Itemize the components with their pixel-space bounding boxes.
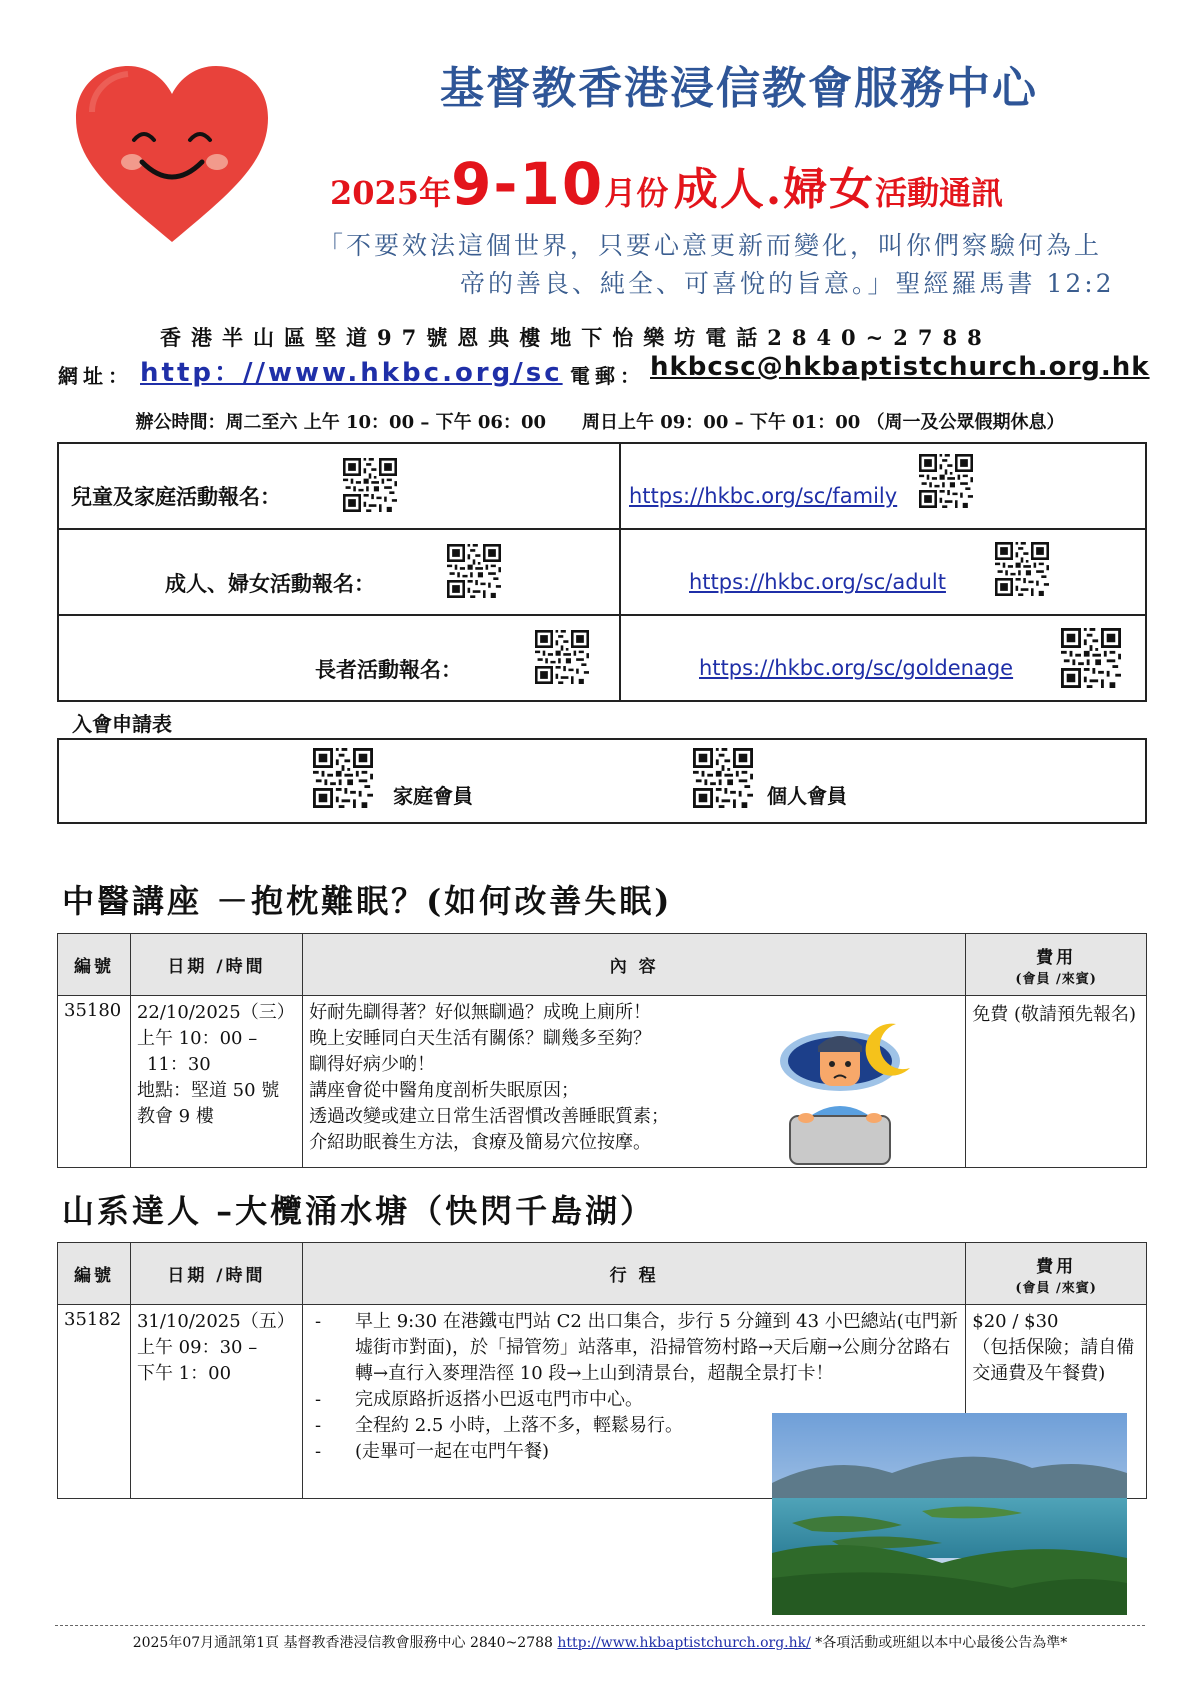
fee-sub-label: (會員 /來賓) <box>1015 1280 1097 1296</box>
register-adult-label: 成人、婦女活動報名： <box>165 571 375 596</box>
website-link[interactable]: http：//www.hkbc.org/sc <box>140 358 563 388</box>
footer-link[interactable]: http://www.hkbaptistchurch.org.hk/ <box>557 1635 811 1651</box>
title-suffix: 活動通訊 <box>875 174 1004 212</box>
content-line: 透過改變或建立日常生活習慣改善睡眠質素； <box>309 1106 670 1127</box>
col-code: 編號 <box>58 1243 131 1305</box>
content-line: 講座會從中醫角度剖析失眠原因； <box>309 1080 580 1101</box>
list-item: - (走畢可一起在屯門午餐) <box>315 1439 959 1465</box>
qr-code-icon <box>535 630 589 684</box>
title-main: 成人.婦女 <box>673 164 876 215</box>
fee-sub-label: (會員 /來賓) <box>1015 971 1097 987</box>
time-line: 11：30 <box>146 1054 211 1075</box>
content-line: 介紹助眠養生方法，食療及簡易穴位按摩。 <box>309 1132 652 1153</box>
venue-line: 地點：堅道 50 號 <box>136 1080 280 1101</box>
col-code: 編號 <box>58 934 131 996</box>
fee-line: （包括保險；請自備 <box>972 1337 1135 1358</box>
register-family-link[interactable]: https://hkbc.org/sc/family <box>629 484 898 508</box>
content-line: 好耐先瞓得著？好似無瞓過？成晚上廁所！ <box>309 1002 652 1023</box>
footer-divider <box>55 1625 1145 1626</box>
office-hours: 辦公時間：周二至六 上午 10：00 – 下午 06：00 周日上午 09：00 – 下午 01：00 （周一及公眾假期休息） <box>135 412 1065 433</box>
address: 香港半山區堅道97號恩典樓地下怡樂坊電話2840~2788 <box>160 325 992 350</box>
smiling-heart-icon <box>72 62 272 247</box>
register-adult-link[interactable]: https://hkbc.org/sc/adult <box>689 570 946 594</box>
title-year: 2025年 <box>330 174 452 212</box>
itinerary-step: (走畢可一起在屯門午餐) <box>354 1441 550 1462</box>
reservoir-landscape-photo <box>772 1413 1127 1615</box>
footer <box>0 1632 1200 1652</box>
date-line: 31/10/2025（五） <box>136 1311 295 1332</box>
col-fee <box>966 934 1147 996</box>
event1-title: 中醫講座 －抱枕難眠？(如何改善失眠) <box>62 882 673 920</box>
email-link[interactable]: hkbcsc@hkbaptistchurch.org.hk <box>650 352 1150 382</box>
date-line: 22/10/2025（三） <box>136 1002 295 1023</box>
fee-line: $20 / $30 <box>972 1311 1059 1332</box>
logo-heart <box>72 62 272 247</box>
qr-code-icon[interactable] <box>919 454 973 508</box>
event-code: 35180 <box>58 996 131 1168</box>
registration-table <box>57 442 1147 702</box>
itinerary-step: 全程約 2.5 小時，上落不多，輕鬆易行。 <box>354 1415 684 1436</box>
content-line: 晚上安睡同白天生活有關係？瞓幾多至夠？ <box>309 1028 652 1049</box>
footer-note: *各項活動或班組以本中心最後公告為準* <box>810 1635 1068 1651</box>
title-months: 9-10 <box>451 150 605 218</box>
qr-code-icon <box>343 458 397 512</box>
col-itinerary: 行 程 <box>302 1243 965 1305</box>
qr-code-icon[interactable] <box>995 542 1049 596</box>
register-elderly-link[interactable]: https://hkbc.org/sc/goldenage <box>699 656 1014 680</box>
membership-title: 入會申請表 <box>72 712 172 736</box>
website-label: 網址： <box>58 364 133 388</box>
qr-code-icon[interactable] <box>1061 628 1121 688</box>
event1-table <box>57 933 1147 1168</box>
itinerary-step: 完成原路折返搭小巴返屯門市中心。 <box>354 1389 643 1410</box>
time-line: 下午 1：00 <box>136 1363 232 1384</box>
col-datetime: 日期 /時間 <box>130 1243 302 1305</box>
title-month-suffix: 月份 <box>604 174 669 212</box>
event-fee: 免費 (敬請預先報名) <box>966 996 1147 1168</box>
org-title: 基督教香港浸信教會服務中心 <box>440 63 1038 114</box>
footer-text: 2025年07月通訊第1頁 基督教香港浸信教會服務中心 2840~2788 <box>132 1635 553 1651</box>
event-datetime <box>130 996 302 1168</box>
fee-label: 費用 <box>1036 1256 1077 1277</box>
time-line: 上午 09：30 – <box>136 1337 258 1358</box>
qr-code-icon <box>447 544 501 598</box>
verse-line-2: 帝的善良、純全、可喜悅的旨意。」聖經羅馬書 12:2 <box>460 269 1115 298</box>
event-content <box>303 996 966 1168</box>
qr-code-icon[interactable] <box>313 748 373 808</box>
content-line: 瞓得好病少啲！ <box>309 1054 436 1075</box>
venue-line: 教會 9 樓 <box>136 1106 214 1127</box>
verse-line-1: 「不要效法這個世界，只要心意更新而變化，叫你們察驗何為上 <box>318 231 1103 260</box>
list-item: - 早上 9:30 在港鐵屯門站 C2 出口集合，步行 5 分鐘到 43 小巴總站(屯門新墟街市對面)，於「掃管笏」站落車，沿掃管笏村路→天后廟→公廁分岔路右轉→直行入麥理浩徑 10 段→上山到清景台，超靚全景打卡！ <box>315 1309 959 1387</box>
family-member-label: 家庭會員 <box>393 784 473 808</box>
newsletter-title <box>330 150 1150 218</box>
fee-label: 費用 <box>1036 947 1077 968</box>
col-content: 內 容 <box>303 934 966 996</box>
qr-code-icon[interactable] <box>693 748 753 808</box>
register-family-label: 兒童及家庭活動報名： <box>71 484 281 509</box>
register-elderly-label: 長者活動報名： <box>315 657 462 682</box>
list-item: - 完成原路折返搭小巴返屯門市中心。 <box>315 1387 959 1413</box>
sleepless-person-moon-icon <box>778 1006 918 1166</box>
event-datetime <box>130 1305 302 1499</box>
email-label: 電郵： <box>570 364 645 388</box>
event-code: 35182 <box>58 1305 131 1499</box>
individual-member-label: 個人會員 <box>767 784 847 808</box>
time-line: 上午 10：00 – <box>136 1028 258 1049</box>
itinerary-step: 早上 9:30 在港鐵屯門站 C2 出口集合，步行 5 分鐘到 43 小巴總站(屯門新墟街市對面)，於「掃管笏」站落車，沿掃管笏村路→天后廟→公廁分岔路右轉→直行入麥理浩徑 10 段→上山到清景台，超靚全景打卡！ <box>354 1311 958 1384</box>
membership-box <box>57 738 1147 824</box>
col-fee <box>966 1243 1147 1305</box>
event2-title: 山系達人 –大欖涌水塘（快閃千島湖） <box>62 1192 656 1230</box>
fee-line: 交通費及午餐費) <box>972 1363 1106 1384</box>
col-datetime: 日期 /時間 <box>130 934 302 996</box>
list-item: - 全程約 2.5 小時，上落不多，輕鬆易行。 <box>315 1413 959 1439</box>
